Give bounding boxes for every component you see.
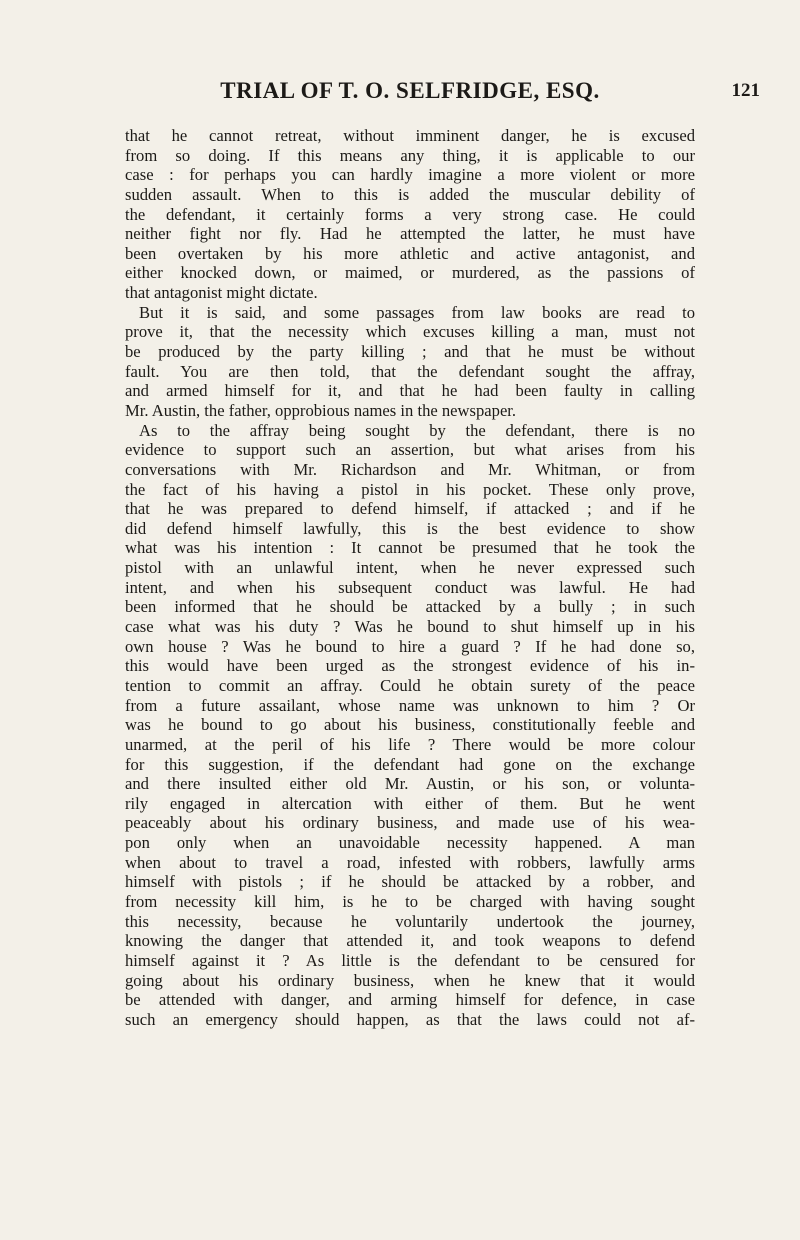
running-head (60, 78, 760, 108)
text-line: what was his intention : It cannot be presumed that he took the (125, 538, 695, 558)
text-line: sudden assault. When to this is added the muscular debility of (125, 184, 695, 204)
text-line: prove it, that the necessity which excuses killing a man, must not (125, 322, 695, 342)
text-line: fault. You are then told, that the defendant sought the affray, (125, 361, 695, 381)
text-line: knowing the danger that attended it, and took weapons to defend (125, 931, 695, 951)
text-line: neither fight nor fly. Had he attempted the latter, he must have (125, 224, 695, 244)
text-line: that he cannot retreat, without imminent danger, he is excused (125, 126, 695, 145)
text-line: this would have been urged as the strongest evidence of his in- (125, 656, 695, 676)
text-line: from a future assailant, whose name was unknown to him ? Or (125, 695, 695, 715)
text-line: was he bound to go about his business, constitutionally feeble and (125, 715, 695, 735)
text-line: from so doing. If this means any thing, it is applicable to our (125, 145, 695, 165)
text-line: going about his ordinary business, when he knew that it would (125, 970, 695, 990)
text-line: be attended with danger, and arming himself for defence, in case (125, 990, 695, 1010)
paragraph-start-line: But it is said, and some passages from law books are read to (139, 302, 695, 322)
text-line: the fact of his having a pistol in his pocket. These only prove, (125, 479, 695, 499)
text-line: and there insulted either old Mr. Austin, or his son, or volunta- (125, 774, 695, 794)
text-line: evidence to support such an assertion, but what arises from his (125, 440, 695, 460)
text-line: did defend himself lawfully, this is the best evidence to show (125, 518, 695, 538)
page-number: 121 (731, 80, 760, 101)
text-line: tention to commit an affray. Could he obtain surety of the peace (125, 675, 695, 695)
text-line: himself with pistols ; if he should be attacked by a robber, and (125, 872, 695, 892)
text-line: been overtaken by his more athletic and active antagonist, and (125, 243, 695, 263)
text-line: rily engaged in altercation with either of them. But he went (125, 793, 695, 813)
text-line: Mr. Austin, the father, opprobious names in the newspaper. (125, 400, 517, 420)
text-line: peaceably about his ordinary business, and made use of his wea- (125, 813, 695, 833)
running-title: TRIAL OF T. O. SELFRIDGE, ESQ. (220, 78, 600, 103)
text-line: intent, and when his subsequent conduct was lawful. He had (125, 577, 695, 597)
text-line: this necessity, because he voluntarily undertook the journey, (125, 911, 695, 931)
text-line: that antagonist might dictate. (125, 283, 318, 303)
body-text (125, 126, 695, 1029)
text-line: unarmed, at the peril of his life ? There would be more colour (125, 734, 695, 754)
text-line: case : for perhaps you can hardly imagine a more violent or more (125, 165, 695, 185)
text-line: the defendant, it certainly forms a very strong case. He could (125, 204, 695, 224)
paragraph-start-line: As to the affray being sought by the defendant, there is no (139, 420, 695, 440)
text-line: pon only when an unavoidable necessity happened. A man (125, 833, 695, 853)
text-line: that he was prepared to defend himself, if attacked ; and if he (125, 499, 695, 519)
text-line: either knocked down, or maimed, or murdered, as the passions of (125, 263, 695, 283)
text-line: and armed himself for it, and that he had been faulty in calling (125, 381, 695, 401)
text-line: conversations with Mr. Richardson and Mr. Whitman, or from (125, 459, 695, 479)
text-line: own house ? Was he bound to hire a guard ? If he had done so, (125, 636, 695, 656)
text-line: be produced by the party killing ; and that he must be without (125, 342, 695, 362)
text-line: such an emergency should happen, as that the laws could not af- (125, 1009, 695, 1029)
text-line: case what was his duty ? Was he bound to shut himself up in his (125, 617, 695, 637)
text-line: himself against it ? As little is the defendant to be censured for (125, 950, 695, 970)
text-line: from necessity kill him, is he to be charged with having sought (125, 891, 695, 911)
text-line: when about to travel a road, infested with robbers, lawfully arms (125, 852, 695, 872)
text-line: pistol with an unlawful intent, when he never expressed such (125, 558, 695, 578)
text-line: for this suggestion, if the defendant had gone on the exchange (125, 754, 695, 774)
text-line: been informed that he should be attacked by a bully ; in such (125, 597, 695, 617)
